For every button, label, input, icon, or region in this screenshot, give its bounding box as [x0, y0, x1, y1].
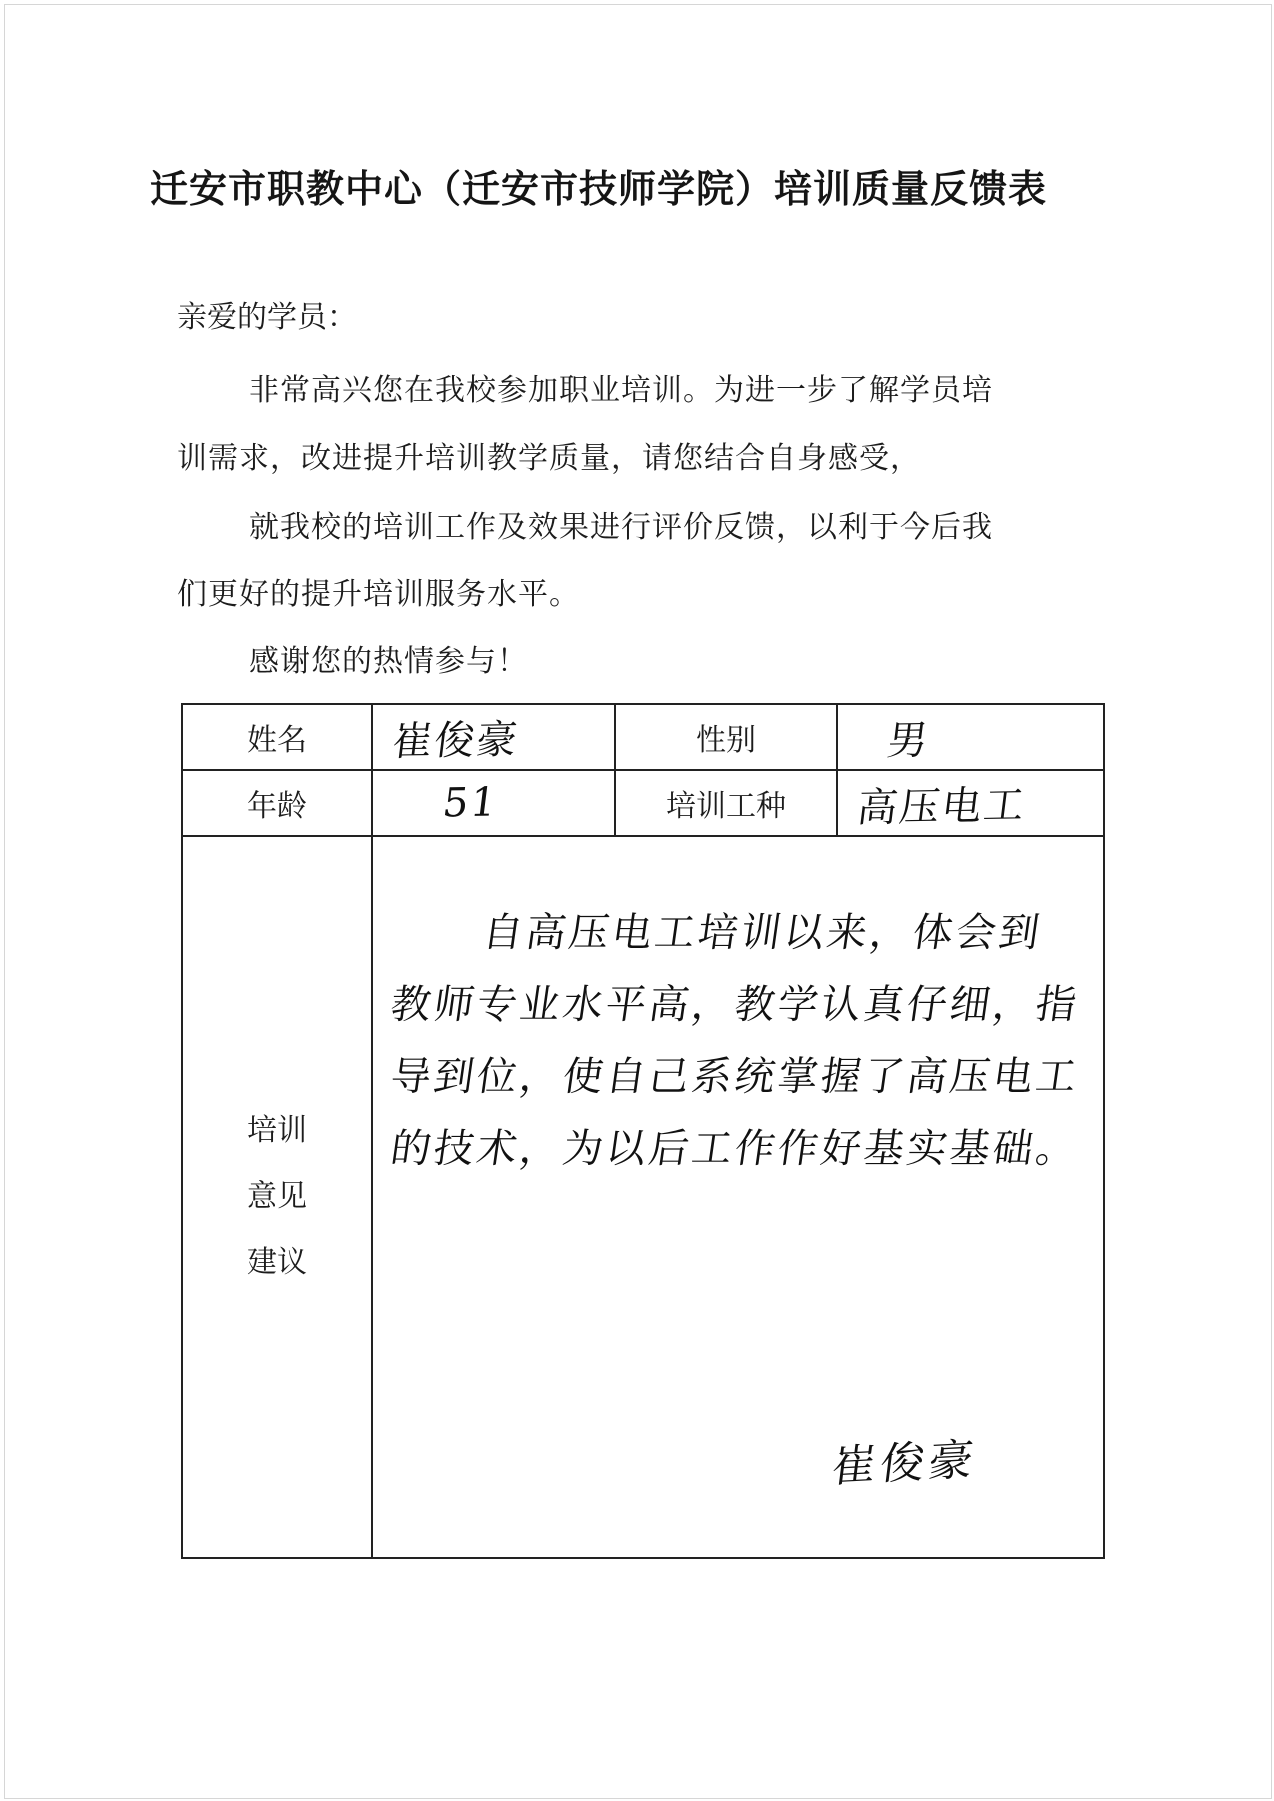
- thanks-line: 感谢您的热情参与！: [249, 644, 528, 679]
- gender-field: [837, 704, 1104, 770]
- page-title: 迁安市职教中心（迁安市技师学院）培训质量反馈表: [150, 167, 1048, 211]
- opinion-line: 导到位，使自己系统掌握了高压电工: [387, 1054, 1083, 1100]
- table-row: [182, 704, 1104, 770]
- age-value: 51: [440, 779, 501, 827]
- opinion-label: [182, 836, 372, 1558]
- name-value: 崔俊豪: [389, 716, 522, 765]
- intro-line-2: 训需求，改进提升培训教学质量，请您结合自身感受，: [177, 441, 921, 476]
- opinion-field: [372, 836, 1104, 1558]
- opinion-text: [387, 897, 1121, 1185]
- age-label: 年龄: [182, 770, 372, 836]
- opinion-label-line: 培训: [247, 1113, 307, 1148]
- opinion-line: 教师专业水平高，教学认真仔细，指: [387, 982, 1083, 1028]
- trade-value: 高压电工: [854, 782, 1029, 831]
- signature: 崔俊豪: [828, 1434, 981, 1493]
- name-label: 姓名: [182, 704, 372, 770]
- feedback-table: [181, 703, 1105, 1559]
- name-field: [372, 704, 615, 770]
- table-row: [182, 770, 1104, 836]
- trade-label: 培训工种: [615, 770, 837, 836]
- gender-value: 男: [884, 717, 933, 764]
- opinion-label-line: 意见: [247, 1179, 307, 1214]
- intro-line-4: 们更好的提升培训服务水平。: [177, 577, 580, 612]
- trade-field: [837, 770, 1104, 836]
- age-field: [372, 770, 615, 836]
- opinion-label-line: 建议: [247, 1245, 307, 1280]
- table-row: [182, 836, 1104, 1558]
- gender-label: 性别: [615, 704, 837, 770]
- intro-line-1: 非常高兴您在我校参加职业培训。为进一步了解学员培: [249, 373, 993, 408]
- intro-line-3: 就我校的培训工作及效果进行评价反馈，以利于今后我: [249, 510, 993, 545]
- opinion-line: 自高压电工培训以来，体会到: [479, 910, 1046, 956]
- opinion-line: 的技术，为以后工作作好基实基础。: [387, 1126, 1083, 1172]
- greeting: 亲爱的学员：: [177, 300, 357, 335]
